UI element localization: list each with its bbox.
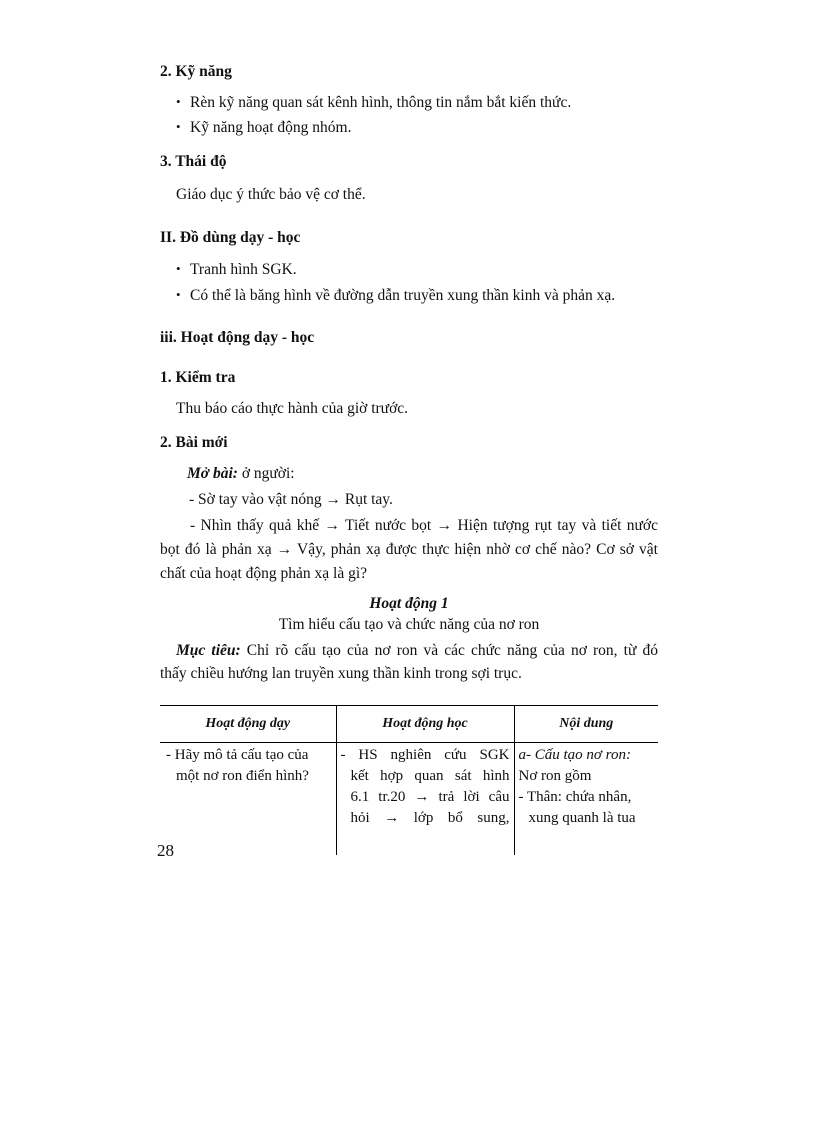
bullet-icon: •: [176, 287, 181, 302]
new-lesson-heading: 2. Bài mới: [160, 434, 228, 451]
table-header-teaching: Hoạt động dạy: [160, 706, 336, 743]
objective-label: Mục tiêu:: [176, 642, 241, 659]
document-page: 2. Kỹ năng • Rèn kỹ năng quan sát kênh hình, thông tin nắm bắt kiến thức. • Kỹ năng hoạt động nhóm. 3. Thái độ Giáo dục ý thức bảo vệ cơ thể. II. Đồ dùng dạy - học • Tranh hình SGK. • Có thể là băng hình về đường dẫn truyền xung thần kinh và phản xạ. iii. Hoạt động dạy - học 1. Kiểm tra Thu báo cáo thực hành của giờ trước. 2. Bài mới Mở bài: ở người: - Sờ tay vào vật nóng → Rụt tay. - Nhìn thấy quả khế → Tiết nước bọt → Hiện tượng rụt tay và tiết nước bọt đó là phản xạ → Vậy, phản xạ được thực hiện nhờ cơ chế nào? Cơ sở vật chất của hoạt động phản xạ là gì? Hoạt động 1 Tìm hiểu cấu tạo và chức năng của nơ ron Mục tiêu: Chỉ rõ cấu tạo của nơ ron và các chức năng của nơ ron, từ đó thấy chiều hướng lan truyền xung thần kinh trong sợi trục. Hoạt động dạy Hoạt động học Nội dung - Hãy mô tả cấu tạo của một nơ ron điển hình? - HS nghiên cứu SGK kết hợp quan sát hình 6.1 tr.20 → trả lời câu hỏi → lớp bổ sung, a- Cấu tạo nơ ron: Nơ ron gồm - Thân: chứa nhân, xung quanh là tua 28: [157, 63, 658, 860]
teaching-cell: - Hãy mô tả cấu tạo của một nơ ron điển hình?: [166, 747, 309, 784]
paragraph-line: chất của hoạt động phản xạ là gì?: [160, 565, 368, 582]
example-line: - Sờ tay vào vật nóng → Rụt tay.: [189, 491, 393, 508]
page-number: 28: [157, 841, 174, 860]
attitude-heading: 3. Thái độ: [160, 153, 227, 170]
activity-table: [160, 705, 658, 855]
objective-text: Chỉ rõ cấu tạo của nơ ron và các chức năng của nơ ron, từ đó: [240, 642, 658, 659]
content-cell: a- Cấu tạo nơ ron: Nơ ron gồm - Thân: chứa nhân, xung quanh là tua: [514, 743, 658, 856]
paragraph-line: bọt đó là phản xạ → Vậy, phản xạ được thực hiện nhờ cơ chế nào? Cơ sở vật: [160, 541, 658, 558]
bullet-icon: •: [176, 261, 181, 276]
check-text: Thu báo cáo thực hành của giờ trước.: [176, 400, 409, 417]
objective-line: thấy chiều hướng lan truyền xung thần kinh trong sợi trục.: [160, 665, 522, 682]
table-header-content: Nội dung: [514, 706, 658, 743]
intro-label: Mở bài:: [187, 465, 238, 482]
table-header-row: [160, 706, 658, 743]
table-row: [160, 743, 658, 856]
table-header-learning: Hoạt động học: [336, 706, 514, 743]
attitude-text: Giáo dục ý thức bảo vệ cơ thể.: [176, 186, 366, 203]
intro-text: ở người:: [237, 465, 295, 482]
bullet-icon: •: [176, 119, 181, 134]
bullet-icon: •: [176, 94, 181, 109]
content-title: a- Cấu tạo nơ ron:: [518, 747, 631, 763]
paragraph-line: - Nhìn thấy quả khế → Tiết nước bọt → Hiện tượng rụt tay và tiết nước: [190, 517, 658, 534]
activity-subtitle: Tìm hiểu cấu tạo và chức năng của nơ ron: [278, 616, 540, 633]
activities-heading: iii. Hoạt động dạy - học: [160, 329, 315, 346]
materials-heading: II. Đồ dùng dạy - học: [160, 229, 301, 246]
intro-line: [187, 465, 295, 483]
skills-heading: 2. Kỹ năng: [160, 63, 232, 80]
activity-title: Hoạt động 1: [369, 595, 449, 612]
objective-line: [176, 642, 658, 660]
check-heading: 1. Kiểm tra: [160, 369, 236, 386]
learning-cell: - HS nghiên cứu SGK kết hợp quan sát hình 6.1 tr.20 → trả lời câu hỏi → lớp bổ sung,: [336, 743, 514, 856]
